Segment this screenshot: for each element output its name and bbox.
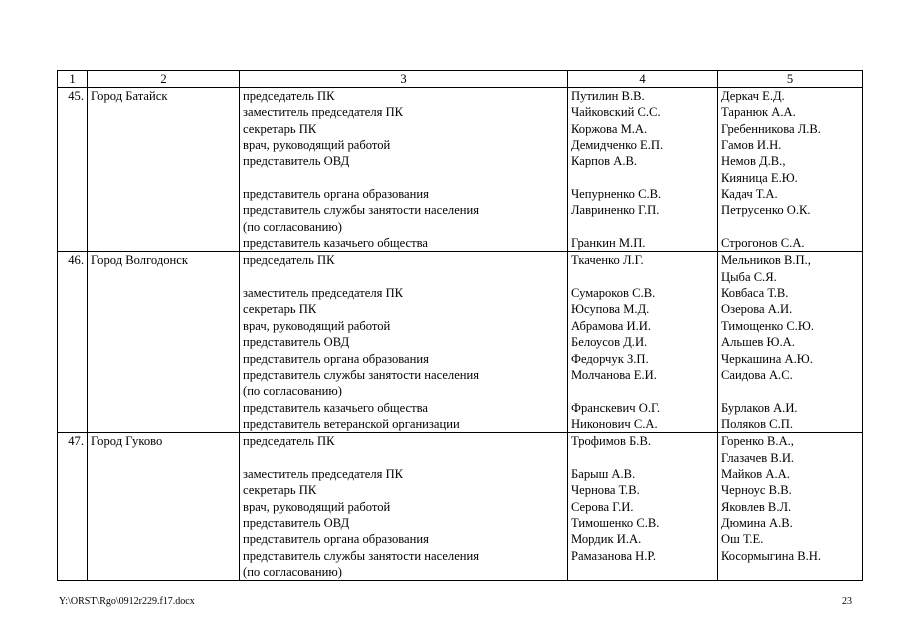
- position-text: секретарь ПК: [243, 302, 317, 317]
- position-text: [243, 269, 564, 285]
- position-text: представитель органа образования: [243, 187, 429, 202]
- member-text: Гранкин М.П.: [571, 236, 646, 251]
- position-text: секретарь ПК: [243, 483, 317, 498]
- position-cell: [240, 88, 568, 252]
- member-text: Чайковский С.С.: [571, 105, 661, 120]
- reserve-text: Петрусенко О.К.: [721, 203, 811, 218]
- member-text: [571, 383, 714, 399]
- member-text: [571, 219, 714, 235]
- table-row: [58, 252, 863, 433]
- reserve-text: Альшев Ю.А.: [721, 335, 795, 350]
- reserve-text: Саидова А.С.: [721, 367, 793, 382]
- position-text: представитель службы занятости населения: [243, 367, 480, 382]
- member-text: Коржова М.А.: [571, 121, 648, 136]
- row-number: [58, 252, 88, 433]
- position-text: (по согласованию): [243, 564, 343, 579]
- table-row: [58, 433, 863, 581]
- position-text: представитель казачьего общества: [243, 400, 428, 415]
- position-text: [243, 450, 564, 466]
- member-text: Тимошенко С.В.: [571, 515, 660, 530]
- reserve-text: Цыба С.Я.: [721, 269, 777, 284]
- member-text: Трофимов Б.В.: [571, 434, 651, 449]
- position-cell: [240, 433, 568, 581]
- member-text: [571, 269, 714, 285]
- position-text: (по согласованию): [243, 219, 343, 234]
- row-number: [58, 88, 88, 252]
- position-text: председатель ПК: [243, 434, 335, 449]
- reserve-text: Немов Д.В.,: [721, 154, 786, 169]
- reserve-text: [721, 383, 859, 399]
- reserve-text: Кияница Е.Ю.: [721, 170, 798, 185]
- reserve-text: Мельников В.П.,: [721, 253, 811, 268]
- reserve-text: Гребенникова Л.В.: [721, 121, 821, 136]
- member-cell: [568, 433, 718, 581]
- position-text: секретарь ПК: [243, 121, 317, 136]
- city-cell: [88, 433, 240, 581]
- reserve-text: Гамов И.Н.: [721, 138, 782, 153]
- reserve-text: Озерова А.И.: [721, 302, 793, 317]
- reserve-cell: [718, 252, 863, 433]
- member-text: Чепурненко С.В.: [571, 187, 662, 202]
- reserve-text: Косормыгина В.Н.: [721, 548, 821, 563]
- header-cell-4: 4: [568, 71, 718, 88]
- member-text: Чернова Т.В.: [571, 483, 640, 498]
- position-text: представитель ОВД: [243, 154, 350, 169]
- city-cell: [88, 252, 240, 433]
- reserve-text: Тимощенко С.Ю.: [721, 318, 814, 333]
- member-text: Барыш А.В.: [571, 466, 636, 481]
- footer-file-path: Y:\ORST\Rgo\0912r229.f17.docx: [59, 596, 195, 607]
- position-text: представитель казачьего общества: [243, 236, 428, 251]
- reserve-cell: [718, 88, 863, 252]
- position-text: (по согласованию): [243, 384, 343, 399]
- position-text: представитель органа образования: [243, 351, 429, 366]
- reserve-cell: [718, 433, 863, 581]
- reserve-text: Поляков С.П.: [721, 416, 793, 431]
- row-number: [58, 433, 88, 581]
- member-text: Демидченко Е.П.: [571, 138, 664, 153]
- reserve-text: Таранюк А.А.: [721, 105, 796, 120]
- header-cell-1: 1: [58, 71, 88, 88]
- member-text: Мордик И.А.: [571, 532, 642, 547]
- position-text: представитель ОВД: [243, 335, 350, 350]
- position-text: врач, руководящий работой: [243, 499, 391, 514]
- position-text: председатель ПК: [243, 253, 335, 268]
- footer-page-number: 23: [842, 596, 852, 607]
- position-text: председатель ПК: [243, 89, 335, 103]
- member-text: Рамазанова Н.Р.: [571, 548, 657, 563]
- reserve-text: Ковбаса Т.В.: [721, 286, 789, 301]
- reserve-text: Ош Т.Е.: [721, 532, 764, 547]
- member-text: Ткаченко Л.Г.: [571, 253, 644, 268]
- member-cell: [568, 252, 718, 433]
- member-text: Серова Г.И.: [571, 499, 634, 514]
- reserve-text: Дюмина А.В.: [721, 515, 793, 530]
- member-text: Федорчук З.П.: [571, 351, 649, 366]
- position-text: представитель органа образования: [243, 532, 429, 547]
- member-text: Карпов А.В.: [571, 154, 638, 169]
- row-number-text: 46.: [68, 253, 84, 268]
- reserve-text: Строгонов С.А.: [721, 236, 805, 251]
- reserve-text: Черкашина А.Ю.: [721, 351, 813, 366]
- member-text: Молчанова Е.И.: [571, 367, 657, 382]
- position-text: врач, руководящий работой: [243, 318, 391, 333]
- city-name: Город Батайск: [91, 89, 168, 103]
- member-text: [571, 564, 714, 580]
- reserve-text: Бурлаков А.И.: [721, 400, 798, 415]
- member-text: Лавриненко Г.П.: [571, 203, 660, 218]
- member-text: Путилин В.В.: [571, 89, 645, 103]
- position-text: представитель службы занятости населения: [243, 548, 480, 563]
- reserve-text: Майков А.А.: [721, 466, 790, 481]
- position-text: представитель ветеранской организации: [243, 416, 460, 431]
- member-text: Юсупова М.Д.: [571, 302, 650, 317]
- member-text: Абрамова И.И.: [571, 318, 652, 333]
- member-text: Белоусов Д.И.: [571, 335, 648, 350]
- city-cell: [88, 88, 240, 252]
- reserve-text: Деркач Е.Д.: [721, 89, 785, 103]
- position-text: заместитель председателя ПК: [243, 105, 404, 120]
- city-name: Город Гуково: [91, 434, 163, 449]
- reserve-text: Яковлев В.Л.: [721, 499, 792, 514]
- header-row: [58, 71, 863, 88]
- position-cell: [240, 252, 568, 433]
- reserve-text: [721, 564, 859, 580]
- header-cell-2: 2: [88, 71, 240, 88]
- reserve-text: Черноус В.В.: [721, 483, 792, 498]
- header-cell-5: 5: [718, 71, 863, 88]
- table-row: [58, 88, 863, 252]
- reserve-text: Кадач Т.А.: [721, 187, 778, 202]
- position-text: заместитель председателя ПК: [243, 286, 404, 301]
- member-text: Никонович С.А.: [571, 416, 658, 431]
- member-cell: [568, 88, 718, 252]
- row-number-text: 47.: [68, 434, 84, 449]
- position-text: представитель службы занятости населения: [243, 203, 480, 218]
- city-name: Город Волгодонск: [91, 253, 189, 268]
- position-text: представитель ОВД: [243, 515, 350, 530]
- member-text: Сумароков С.В.: [571, 286, 656, 301]
- header-cell-3: 3: [240, 71, 568, 88]
- reserve-text: [721, 219, 859, 235]
- members-table: [57, 70, 863, 581]
- member-text: Франскевич О.Г.: [571, 400, 660, 415]
- member-text: [571, 170, 714, 186]
- member-text: [571, 450, 714, 466]
- table-body: [58, 71, 863, 581]
- reserve-text: Горенко В.А.,: [721, 434, 794, 449]
- position-text: заместитель председателя ПК: [243, 466, 404, 481]
- position-text: врач, руководящий работой: [243, 138, 391, 153]
- row-number-text: 45.: [68, 89, 84, 103]
- position-text: [243, 170, 564, 186]
- reserve-text: Глазачев В.И.: [721, 450, 795, 465]
